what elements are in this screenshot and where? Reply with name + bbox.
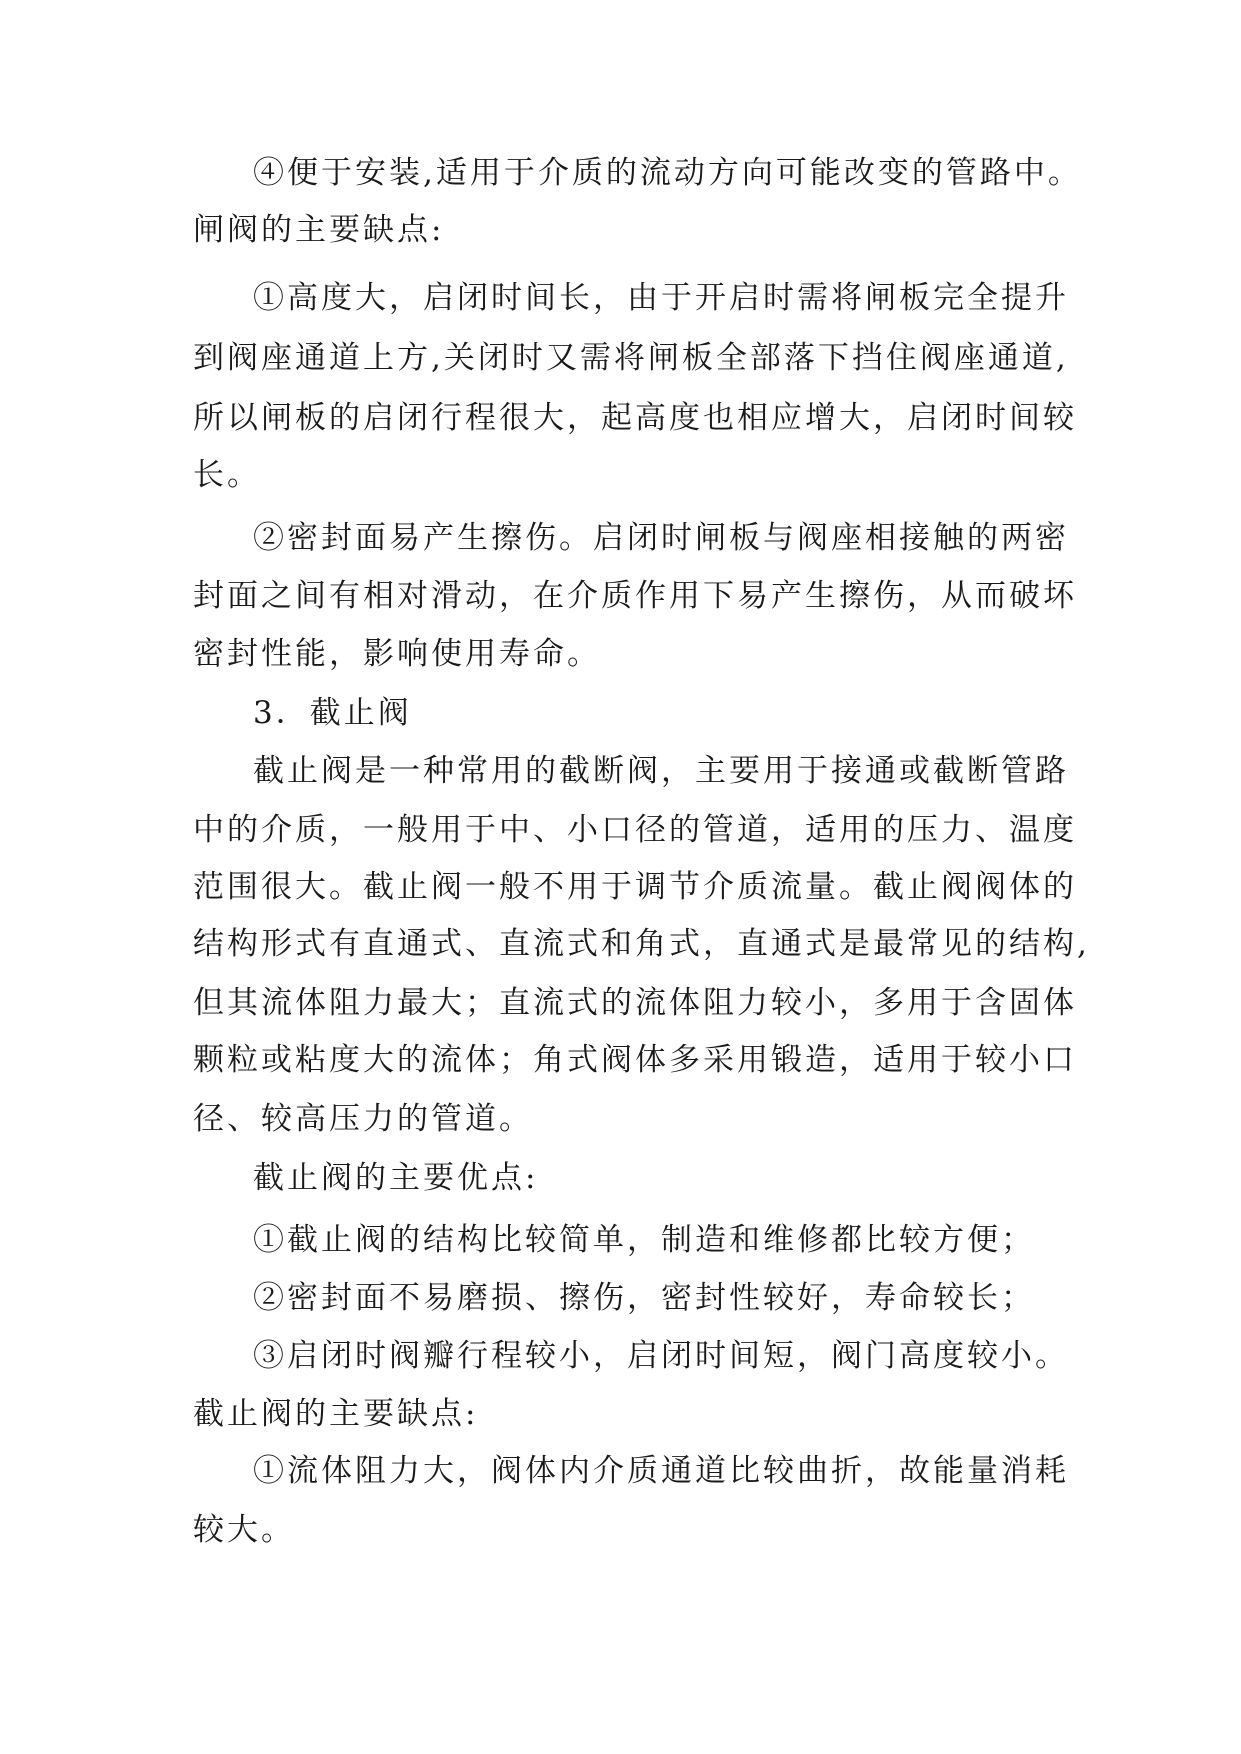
section-heading: 3．截止阀	[253, 695, 412, 731]
paragraph-line: 密封性能，影响使用寿命。	[193, 636, 601, 672]
paragraph-line: 颗粒或粘度大的流体；角式阀体多采用锻造，适用于较小口	[193, 1042, 1077, 1078]
paragraph-line: ①流体阻力大，阀体内介质通道比较曲折，故能量消耗	[253, 1453, 1069, 1489]
paragraph-line: 长。	[193, 457, 261, 493]
paragraph-line: 中的介质，一般用于中、小口径的管道，适用的压力、温度	[193, 812, 1077, 848]
paragraph-line: 闸阀的主要缺点:	[193, 212, 445, 248]
paragraph-line: ②密封面易产生擦伤。启闭时闸板与阀座相接触的两密	[253, 520, 1069, 556]
paragraph-line: ②密封面不易磨损、擦伤，密封性较好，寿命较长；	[253, 1280, 1035, 1316]
paragraph-line: 截止阀是一种常用的截断阀，主要用于接通或截断管路	[253, 753, 1069, 789]
paragraph-line: 所以闸板的启闭行程很大，起高度也相应增大，启闭时间较	[193, 400, 1077, 436]
paragraph-line: ④便于安装,适用于介质的流动方向可能改变的管路中。	[253, 155, 1082, 191]
paragraph-line: 径、较高压力的管道。	[193, 1101, 533, 1137]
paragraph-line: ③启闭时阀瓣行程较小，启闭时间短，阀门高度较小。	[253, 1338, 1069, 1374]
paragraph-line: 但其流体阻力最大；直流式的流体阻力较小，多用于含固体	[193, 985, 1077, 1021]
paragraph-line: 范围很大。截止阀一般不用于调节介质流量。截止阀阀体的	[193, 869, 1077, 905]
paragraph-line: 截止阀的主要优点:	[253, 1160, 539, 1196]
paragraph-line: 截止阀的主要缺点:	[193, 1396, 479, 1432]
paragraph-line: ①截止阀的结构比较简单，制造和维修都比较方便；	[253, 1222, 1035, 1258]
paragraph-line: 到阀座通道上方,关闭时又需将闸板全部落下挡住阀座通道,	[193, 340, 1069, 376]
paragraph-line: ①高度大，启闭时间长，由于开启时需将闸板完全提升	[253, 280, 1069, 316]
paragraph-line: 封面之间有相对滑动，在介质作用下易产生擦伤，从而破坏	[193, 578, 1077, 614]
paragraph-line: 结构形式有直通式、直流式和角式，直通式是最常见的结构,	[193, 926, 1090, 962]
paragraph-line: 较大。	[193, 1512, 295, 1548]
